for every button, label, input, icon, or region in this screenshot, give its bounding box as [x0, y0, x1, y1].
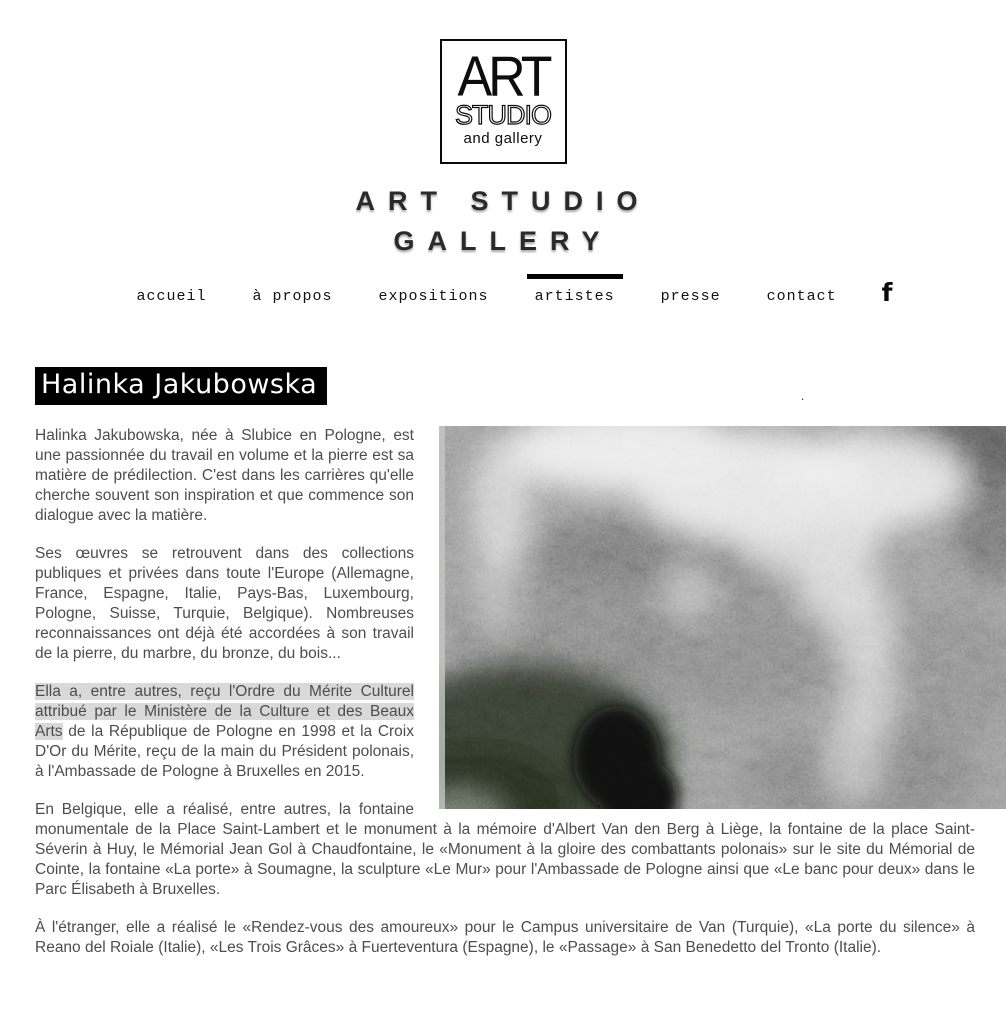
stone-texture-graphic: [439, 426, 1006, 809]
nav-item-contact[interactable]: contact: [766, 288, 837, 305]
bio-paragraph-5: À l'étranger, elle a réalisé le «Rendez-vous des amoureux» pour le Campus universitaire de Van (Turquie), «La porte du silence» à Reano del Roiale (Italie), «Les Trois Grâces» à Fuerteventura (Espagne), le «Passage» à San Benedetto del Tronto (Italie).: [35, 919, 975, 956]
logo-art-text: ART: [457, 45, 549, 109]
bio-paragraph-1: Halinka Jakubowska, née à Slubice en Pologne, est une passionnée du travail en volume et la pierre est sa matière de prédilection. C'est dans les carrières qu'elle cherche souvent son inspiration et que commence son dialogue avec la matière.: [35, 427, 414, 524]
facebook-icon[interactable]: f: [881, 278, 893, 307]
nav-item-accueil[interactable]: accueil: [136, 288, 207, 305]
site-logo[interactable]: [440, 39, 567, 164]
bio-paragraph-4: En Belgique, elle a réalisé, entre autres, la fontaine monumentale de la Place Saint-Lambert et le monument à la mémoire d'Albert Van den Berg à Liège, la fontaine de la place Saint-Séverin à Huy, le Mémorial Jean Gol à Chaudfontaine, le «Monument à la gloire des combattants polonais» sur le site du Mémorial de Cointe, la fontaine «La porte» à Soumagne, la sculpture «Le Mur» pour l'Ambassade de Pologne ainsi que «Le banc pour deux» dans le Parc Élisabeth à Bruxelles.: [35, 801, 975, 898]
main-nav: [0, 274, 1006, 305]
site-title-line2: GALLERY: [393, 226, 613, 256]
bio-paragraph-2: Ses œuvres se retrouvent dans des collections publiques et privées dans toute l'Europe (Allemagne, France, Espagne, Italie, Pays-Bas, Luxembourg, Pologne, Suisse, Turquie, Belgique). Nombreuses reconnaissances ont déjà été accordées à son travail de la pierre, du marbre, du bronze, du bois...: [35, 545, 414, 662]
site-title: [0, 181, 1006, 261]
stray-mark: .: [801, 389, 805, 403]
site-title-line1: ART STUDIO: [355, 186, 651, 216]
nav-item-a-propos[interactable]: à propos: [252, 288, 333, 305]
bio-paragraph-3-rest: de la République de Pologne en 1998 et la Croix D'Or du Mérite, reçu de la main du Président polonais, à l'Ambassade de Pologne à Bruxelles en 2015.: [35, 723, 414, 780]
nav-item-presse[interactable]: presse: [660, 288, 721, 305]
site-header: [0, 39, 1006, 305]
nav-item-expositions[interactable]: expositions: [378, 288, 489, 305]
artist-bio: [35, 426, 975, 958]
page-title: Halinka Jakubowska: [35, 367, 327, 405]
highlighted-text: Ella a, entre autres, reçu l'Ordre du Mérite Culturel attribué par le Ministère de la Culture et des Beaux Arts: [35, 683, 414, 740]
artist-page: [35, 367, 975, 958]
logo-studio-text: STUDIO: [454, 100, 551, 130]
stone-sculpture-photo: [439, 426, 1006, 809]
logo-andgallery-text: and gallery: [463, 130, 543, 147]
nav-item-artistes[interactable]: artistes: [535, 274, 615, 305]
